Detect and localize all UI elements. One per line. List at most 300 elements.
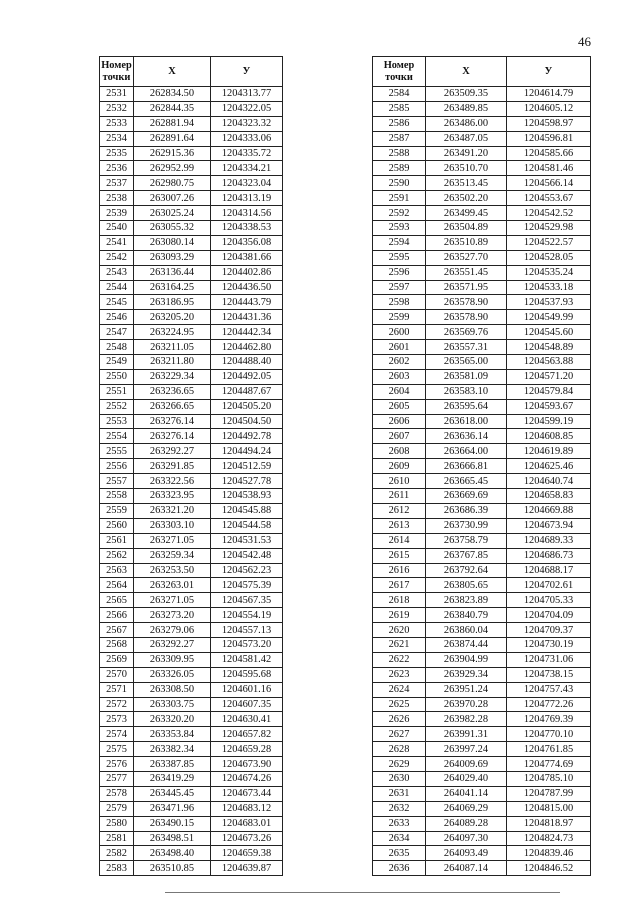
table-row <box>100 161 283 176</box>
y-coordinate-cell: 1204436.50 <box>211 280 283 295</box>
y-coordinate-cell: 1204562.23 <box>211 563 283 578</box>
x-coordinate-cell: 263471.96 <box>134 801 211 816</box>
x-coordinate-cell: 263489.85 <box>426 101 507 116</box>
point-number-cell: 2570 <box>100 667 134 682</box>
point-number-cell: 2532 <box>100 101 134 116</box>
y-coordinate-cell: 1204683.01 <box>211 816 283 831</box>
y-coordinate-cell: 1204542.52 <box>507 206 591 221</box>
point-number-cell: 2586 <box>373 116 426 131</box>
y-coordinate-cell: 1204333.06 <box>211 131 283 146</box>
table-row <box>373 503 591 518</box>
point-number-cell: 2625 <box>373 697 426 712</box>
y-coordinate-cell: 1204659.28 <box>211 742 283 757</box>
table-row <box>373 116 591 131</box>
y-coordinate-cell: 1204573.20 <box>211 637 283 652</box>
y-coordinate-cell: 1204527.78 <box>211 474 283 489</box>
table-row <box>100 801 283 816</box>
x-coordinate-cell: 263236.65 <box>134 384 211 399</box>
point-number-cell: 2562 <box>100 548 134 563</box>
table-header-row <box>100 57 283 87</box>
table-row <box>100 712 283 727</box>
point-number-cell: 2555 <box>100 444 134 459</box>
point-number-cell: 2598 <box>373 295 426 310</box>
point-number-cell: 2607 <box>373 429 426 444</box>
table-row <box>100 786 283 801</box>
y-coordinate-cell: 1204688.17 <box>507 563 591 578</box>
x-coordinate-cell: 262915.36 <box>134 146 211 161</box>
y-coordinate-cell: 1204338.53 <box>211 221 283 236</box>
point-number-cell: 2582 <box>100 846 134 861</box>
x-coordinate-cell: 263093.29 <box>134 250 211 265</box>
table-row <box>373 87 591 102</box>
x-coordinate-cell: 263665.45 <box>426 474 507 489</box>
y-coordinate-cell: 1204402.86 <box>211 265 283 280</box>
x-coordinate-cell: 263997.24 <box>426 742 507 757</box>
x-coordinate-cell: 263211.80 <box>134 355 211 370</box>
y-coordinate-cell: 1204492.78 <box>211 429 283 444</box>
y-coordinate-cell: 1204579.84 <box>507 384 591 399</box>
point-number-cell: 2571 <box>100 682 134 697</box>
table-row <box>100 191 283 206</box>
x-coordinate-cell: 263491.20 <box>426 146 507 161</box>
y-coordinate-cell: 1204785.10 <box>507 771 591 786</box>
point-number-cell: 2616 <box>373 563 426 578</box>
header-y: У <box>211 57 283 87</box>
point-number-cell: 2630 <box>373 771 426 786</box>
y-coordinate-cell: 1204770.10 <box>507 727 591 742</box>
point-number-cell: 2553 <box>100 414 134 429</box>
point-number-cell: 2599 <box>373 310 426 325</box>
point-number-cell: 2551 <box>100 384 134 399</box>
table-row <box>100 235 283 250</box>
point-number-cell: 2540 <box>100 221 134 236</box>
point-number-cell: 2627 <box>373 727 426 742</box>
y-coordinate-cell: 1204846.52 <box>507 861 591 876</box>
x-coordinate-cell: 263387.85 <box>134 757 211 772</box>
x-coordinate-cell: 263266.65 <box>134 399 211 414</box>
table-row <box>100 608 283 623</box>
x-coordinate-cell: 263276.14 <box>134 429 211 444</box>
y-coordinate-cell: 1204818.97 <box>507 816 591 831</box>
table-row <box>373 697 591 712</box>
x-coordinate-cell: 263276.14 <box>134 414 211 429</box>
x-coordinate-cell: 263664.00 <box>426 444 507 459</box>
x-coordinate-cell: 263263.01 <box>134 578 211 593</box>
table-row <box>100 518 283 533</box>
x-coordinate-cell: 263509.35 <box>426 87 507 102</box>
y-coordinate-cell: 1204640.74 <box>507 474 591 489</box>
table-row <box>373 623 591 638</box>
point-number-cell: 2537 <box>100 176 134 191</box>
table-row <box>373 548 591 563</box>
y-coordinate-cell: 1204533.18 <box>507 280 591 295</box>
table-row <box>373 533 591 548</box>
table-row <box>373 474 591 489</box>
y-coordinate-cell: 1204619.89 <box>507 444 591 459</box>
table-row <box>100 578 283 593</box>
x-coordinate-cell: 263291.85 <box>134 459 211 474</box>
point-number-cell: 2633 <box>373 816 426 831</box>
y-coordinate-cell: 1204709.37 <box>507 623 591 638</box>
x-coordinate-cell: 263758.79 <box>426 533 507 548</box>
y-coordinate-cell: 1204443.79 <box>211 295 283 310</box>
y-coordinate-cell: 1204462.80 <box>211 340 283 355</box>
x-coordinate-cell: 263557.31 <box>426 340 507 355</box>
x-coordinate-cell: 264041.14 <box>426 786 507 801</box>
y-coordinate-cell: 1204334.21 <box>211 161 283 176</box>
x-coordinate-cell: 263419.29 <box>134 771 211 786</box>
point-number-cell: 2593 <box>373 221 426 236</box>
y-coordinate-cell: 1204313.77 <box>211 87 283 102</box>
y-coordinate-cell: 1204757.43 <box>507 682 591 697</box>
table-row <box>373 280 591 295</box>
y-coordinate-cell: 1204595.68 <box>211 667 283 682</box>
point-number-cell: 2623 <box>373 667 426 682</box>
point-number-cell: 2634 <box>373 831 426 846</box>
table-row <box>100 727 283 742</box>
y-coordinate-cell: 1204557.13 <box>211 623 283 638</box>
table-row <box>373 310 591 325</box>
table-row <box>373 146 591 161</box>
table-row <box>373 235 591 250</box>
table-row <box>100 444 283 459</box>
x-coordinate-cell: 263445.45 <box>134 786 211 801</box>
x-coordinate-cell: 264029.40 <box>426 771 507 786</box>
y-coordinate-cell: 1204769.39 <box>507 712 591 727</box>
table-row <box>373 742 591 757</box>
table-row <box>100 757 283 772</box>
x-coordinate-cell: 263164.25 <box>134 280 211 295</box>
x-coordinate-cell: 263211.05 <box>134 340 211 355</box>
x-coordinate-cell: 262844.35 <box>134 101 211 116</box>
y-coordinate-cell: 1204529.98 <box>507 221 591 236</box>
table-row <box>373 191 591 206</box>
x-coordinate-cell: 263510.89 <box>426 235 507 250</box>
y-coordinate-cell: 1204537.93 <box>507 295 591 310</box>
y-coordinate-cell: 1204488.40 <box>211 355 283 370</box>
point-number-cell: 2554 <box>100 429 134 444</box>
point-number-cell: 2589 <box>373 161 426 176</box>
y-coordinate-cell: 1204738.15 <box>507 667 591 682</box>
table-row <box>373 429 591 444</box>
table-row <box>100 697 283 712</box>
table-row <box>100 295 283 310</box>
table-row <box>100 310 283 325</box>
x-coordinate-cell: 263136.44 <box>134 265 211 280</box>
y-coordinate-cell: 1204335.72 <box>211 146 283 161</box>
x-coordinate-cell: 263823.89 <box>426 593 507 608</box>
x-coordinate-cell: 263686.39 <box>426 503 507 518</box>
x-coordinate-cell: 263929.34 <box>426 667 507 682</box>
table-row <box>100 131 283 146</box>
table-row <box>100 503 283 518</box>
point-number-cell: 2552 <box>100 399 134 414</box>
y-coordinate-cell: 1204442.34 <box>211 325 283 340</box>
point-number-cell: 2584 <box>373 87 426 102</box>
x-coordinate-cell: 264089.28 <box>426 816 507 831</box>
point-number-cell: 2578 <box>100 786 134 801</box>
table-row <box>373 861 591 876</box>
y-coordinate-cell: 1204542.48 <box>211 548 283 563</box>
point-number-cell: 2608 <box>373 444 426 459</box>
y-coordinate-cell: 1204630.41 <box>211 712 283 727</box>
x-coordinate-cell: 263860.04 <box>426 623 507 638</box>
point-number-cell: 2585 <box>373 101 426 116</box>
x-coordinate-cell: 263730.99 <box>426 518 507 533</box>
header-x: X <box>426 57 507 87</box>
y-coordinate-cell: 1204504.50 <box>211 414 283 429</box>
point-number-cell: 2568 <box>100 637 134 652</box>
table-row <box>100 533 283 548</box>
table-row <box>100 846 283 861</box>
y-coordinate-cell: 1204673.44 <box>211 786 283 801</box>
y-coordinate-cell: 1204598.97 <box>507 116 591 131</box>
x-coordinate-cell: 263513.45 <box>426 176 507 191</box>
x-coordinate-cell: 263618.00 <box>426 414 507 429</box>
x-coordinate-cell: 263303.10 <box>134 518 211 533</box>
point-number-cell: 2615 <box>373 548 426 563</box>
point-number-cell: 2577 <box>100 771 134 786</box>
table-row <box>100 459 283 474</box>
point-number-cell: 2635 <box>373 846 426 861</box>
x-coordinate-cell: 263229.34 <box>134 369 211 384</box>
x-coordinate-cell: 262834.50 <box>134 87 211 102</box>
point-number-cell: 2620 <box>373 623 426 638</box>
x-coordinate-cell: 263636.14 <box>426 429 507 444</box>
x-coordinate-cell: 263970.28 <box>426 697 507 712</box>
table-row <box>373 846 591 861</box>
table-row <box>100 101 283 116</box>
x-coordinate-cell: 263527.70 <box>426 250 507 265</box>
x-coordinate-cell: 263382.34 <box>134 742 211 757</box>
table-row <box>373 161 591 176</box>
y-coordinate-cell: 1204658.83 <box>507 489 591 504</box>
header-y: У <box>507 57 591 87</box>
point-number-cell: 2622 <box>373 652 426 667</box>
y-coordinate-cell: 1204538.93 <box>211 489 283 504</box>
y-coordinate-cell: 1204554.19 <box>211 608 283 623</box>
x-coordinate-cell: 263253.50 <box>134 563 211 578</box>
y-coordinate-cell: 1204639.87 <box>211 861 283 876</box>
x-coordinate-cell: 263583.10 <box>426 384 507 399</box>
x-coordinate-cell: 263504.89 <box>426 221 507 236</box>
table-row <box>100 593 283 608</box>
table-row <box>100 637 283 652</box>
table-row <box>373 250 591 265</box>
y-coordinate-cell: 1204815.00 <box>507 801 591 816</box>
point-number-cell: 2614 <box>373 533 426 548</box>
point-number-cell: 2619 <box>373 608 426 623</box>
point-number-cell: 2600 <box>373 325 426 340</box>
x-coordinate-cell: 263595.64 <box>426 399 507 414</box>
table-row <box>100 548 283 563</box>
table-row <box>373 652 591 667</box>
table-row <box>100 771 283 786</box>
x-coordinate-cell: 263669.69 <box>426 489 507 504</box>
x-coordinate-cell: 263025.24 <box>134 206 211 221</box>
point-number-cell: 2624 <box>373 682 426 697</box>
table-row <box>373 265 591 280</box>
table-row <box>100 176 283 191</box>
x-coordinate-cell: 263490.15 <box>134 816 211 831</box>
y-coordinate-cell: 1204614.79 <box>507 87 591 102</box>
x-coordinate-cell: 263292.27 <box>134 444 211 459</box>
point-number-cell: 2542 <box>100 250 134 265</box>
y-coordinate-cell: 1204531.53 <box>211 533 283 548</box>
x-coordinate-cell: 263309.95 <box>134 652 211 667</box>
point-number-cell: 2594 <box>373 235 426 250</box>
point-number-cell: 2538 <box>100 191 134 206</box>
point-number-cell: 2628 <box>373 742 426 757</box>
point-number-cell: 2590 <box>373 176 426 191</box>
point-number-cell: 2543 <box>100 265 134 280</box>
table-row <box>373 384 591 399</box>
point-number-cell: 2561 <box>100 533 134 548</box>
table-row <box>373 578 591 593</box>
table-row <box>373 667 591 682</box>
y-coordinate-cell: 1204528.05 <box>507 250 591 265</box>
table-row <box>100 146 283 161</box>
point-number-cell: 2583 <box>100 861 134 876</box>
table-row <box>373 131 591 146</box>
table-row <box>373 608 591 623</box>
y-coordinate-cell: 1204787.99 <box>507 786 591 801</box>
x-coordinate-cell: 263224.95 <box>134 325 211 340</box>
y-coordinate-cell: 1204505.20 <box>211 399 283 414</box>
point-number-cell: 2556 <box>100 459 134 474</box>
x-coordinate-cell: 263498.51 <box>134 831 211 846</box>
point-number-cell: 2569 <box>100 652 134 667</box>
y-coordinate-cell: 1204593.67 <box>507 399 591 414</box>
y-coordinate-cell: 1204522.57 <box>507 235 591 250</box>
table-row <box>100 280 283 295</box>
table-row <box>100 399 283 414</box>
table-row <box>373 489 591 504</box>
y-coordinate-cell: 1204605.12 <box>507 101 591 116</box>
y-coordinate-cell: 1204596.81 <box>507 131 591 146</box>
y-coordinate-cell: 1204567.35 <box>211 593 283 608</box>
x-coordinate-cell: 263991.31 <box>426 727 507 742</box>
y-coordinate-cell: 1204575.39 <box>211 578 283 593</box>
table-row <box>373 786 591 801</box>
x-coordinate-cell: 263323.95 <box>134 489 211 504</box>
x-coordinate-cell: 263279.06 <box>134 623 211 638</box>
y-coordinate-cell: 1204487.67 <box>211 384 283 399</box>
x-coordinate-cell: 263805.65 <box>426 578 507 593</box>
x-coordinate-cell: 264097.30 <box>426 831 507 846</box>
y-coordinate-cell: 1204545.88 <box>211 503 283 518</box>
x-coordinate-cell: 262980.75 <box>134 176 211 191</box>
point-number-cell: 2535 <box>100 146 134 161</box>
point-number-cell: 2550 <box>100 369 134 384</box>
table-row <box>100 489 283 504</box>
x-coordinate-cell: 262891.64 <box>134 131 211 146</box>
point-number-cell: 2536 <box>100 161 134 176</box>
point-number-cell: 2618 <box>373 593 426 608</box>
table-header-row <box>373 57 591 87</box>
y-coordinate-cell: 1204625.46 <box>507 459 591 474</box>
y-coordinate-cell: 1204824.73 <box>507 831 591 846</box>
table-row <box>373 221 591 236</box>
point-number-cell: 2564 <box>100 578 134 593</box>
table-row <box>373 682 591 697</box>
point-number-cell: 2611 <box>373 489 426 504</box>
x-coordinate-cell: 263303.75 <box>134 697 211 712</box>
y-coordinate-cell: 1204599.19 <box>507 414 591 429</box>
point-number-cell: 2617 <box>373 578 426 593</box>
y-coordinate-cell: 1204563.88 <box>507 355 591 370</box>
table-row <box>373 369 591 384</box>
point-number-cell: 2576 <box>100 757 134 772</box>
point-number-cell: 2588 <box>373 146 426 161</box>
y-coordinate-cell: 1204761.85 <box>507 742 591 757</box>
x-coordinate-cell: 262952.99 <box>134 161 211 176</box>
point-number-cell: 2546 <box>100 310 134 325</box>
x-coordinate-cell: 263271.05 <box>134 533 211 548</box>
point-number-cell: 2534 <box>100 131 134 146</box>
x-coordinate-cell: 263767.85 <box>426 548 507 563</box>
x-coordinate-cell: 263186.95 <box>134 295 211 310</box>
table-row <box>100 414 283 429</box>
table-row <box>373 325 591 340</box>
y-coordinate-cell: 1204549.99 <box>507 310 591 325</box>
point-number-cell: 2572 <box>100 697 134 712</box>
table-row <box>373 176 591 191</box>
y-coordinate-cell: 1204548.89 <box>507 340 591 355</box>
table-row <box>100 250 283 265</box>
table-row <box>100 861 283 876</box>
y-coordinate-cell: 1204492.05 <box>211 369 283 384</box>
table-row <box>100 474 283 489</box>
y-coordinate-cell: 1204674.26 <box>211 771 283 786</box>
y-coordinate-cell: 1204545.60 <box>507 325 591 340</box>
y-coordinate-cell: 1204705.33 <box>507 593 591 608</box>
header-point-number: Номер точки <box>373 57 426 87</box>
point-number-cell: 2545 <box>100 295 134 310</box>
table-row <box>373 444 591 459</box>
y-coordinate-cell: 1204581.42 <box>211 652 283 667</box>
point-number-cell: 2605 <box>373 399 426 414</box>
y-coordinate-cell: 1204608.85 <box>507 429 591 444</box>
table-row <box>100 369 283 384</box>
table-row <box>100 652 283 667</box>
y-coordinate-cell: 1204313.19 <box>211 191 283 206</box>
point-number-cell: 2632 <box>373 801 426 816</box>
point-number-cell: 2557 <box>100 474 134 489</box>
x-coordinate-cell: 263271.05 <box>134 593 211 608</box>
point-number-cell: 2566 <box>100 608 134 623</box>
page-number: 46 <box>578 34 591 49</box>
point-number-cell: 2579 <box>100 801 134 816</box>
table-row <box>100 325 283 340</box>
point-number-cell: 2613 <box>373 518 426 533</box>
point-number-cell: 2612 <box>373 503 426 518</box>
table-row <box>373 757 591 772</box>
table-row <box>100 265 283 280</box>
point-number-cell: 2565 <box>100 593 134 608</box>
x-coordinate-cell: 263273.20 <box>134 608 211 623</box>
x-coordinate-cell: 263904.99 <box>426 652 507 667</box>
table-row <box>373 518 591 533</box>
table-row <box>373 563 591 578</box>
table-row <box>100 667 283 682</box>
x-coordinate-cell: 263322.56 <box>134 474 211 489</box>
point-number-cell: 2606 <box>373 414 426 429</box>
table-row <box>100 429 283 444</box>
y-coordinate-cell: 1204673.90 <box>211 757 283 772</box>
y-coordinate-cell: 1204683.12 <box>211 801 283 816</box>
table-row <box>100 682 283 697</box>
